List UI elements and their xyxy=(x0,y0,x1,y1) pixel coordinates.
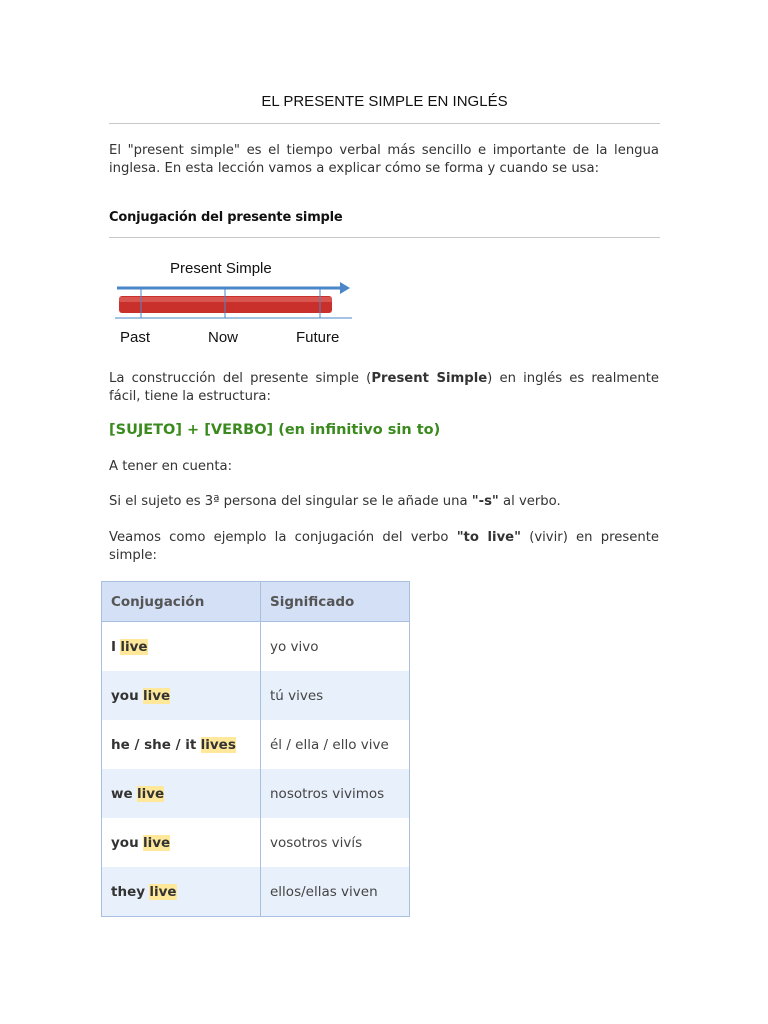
conjugation-cell xyxy=(102,818,261,867)
verb-highlight: live xyxy=(142,687,171,704)
rule-paragraph: Si el sujeto es 3ª persona del singular se le añade una "-s" al verbo. xyxy=(109,494,561,509)
table-row xyxy=(102,671,410,720)
conjugation-cell xyxy=(102,867,261,917)
meaning-cell: ellos/ellas viven xyxy=(261,867,410,917)
structure-formula: [SUJETO] + [VERBO] (en infinitivo sin to) xyxy=(109,422,441,438)
section-divider xyxy=(109,237,660,238)
pronoun: you xyxy=(111,687,139,704)
verb-highlight: live xyxy=(142,834,171,851)
label-now: Now xyxy=(208,329,239,346)
table-row xyxy=(102,622,410,672)
table-row xyxy=(102,720,410,769)
example-paragraph: Veamos como ejemplo la conjugación del verbo "to live" (vivir) en presente simple: xyxy=(109,530,659,563)
page-title: EL PRESENTE SIMPLE EN INGLÉS xyxy=(261,93,508,110)
construction-paragraph: La construcción del presente simple (Present Simple) en inglés es realmente fácil, tiene la estructura: xyxy=(109,371,659,404)
verb-highlight: live xyxy=(120,638,148,655)
meaning-cell: yo vivo xyxy=(261,622,410,672)
verb-highlight: lives xyxy=(200,736,236,753)
label-past: Past xyxy=(120,329,151,346)
meaning-cell: tú vives xyxy=(261,671,410,720)
pronoun: you xyxy=(111,834,139,851)
timeline-arrowhead xyxy=(340,282,350,294)
table-header-row xyxy=(102,582,410,622)
table-row xyxy=(102,769,410,818)
conjugation-table xyxy=(101,581,410,917)
intro-paragraph: El "present simple" es el tiempo verbal más sencillo e importante de la lengua inglesa. En esta lección vamos a explicar cómo se forma y cuando se usa: xyxy=(109,143,659,176)
conjugation-cell xyxy=(102,671,261,720)
table-row xyxy=(102,818,410,867)
verb-highlight: live xyxy=(136,785,165,802)
timeline-title: Present Simple xyxy=(170,260,272,277)
conjugation-cell xyxy=(102,622,261,672)
note-paragraph: A tener en cuenta: xyxy=(109,459,233,474)
meaning-cell: nosotros vivimos xyxy=(261,769,410,818)
table-row xyxy=(102,867,410,917)
section-heading: Conjugación del presente simple xyxy=(109,210,343,225)
verb-highlight: live xyxy=(149,883,177,900)
present-simple-timeline xyxy=(112,254,362,354)
pronoun: he / she / it xyxy=(111,736,197,753)
pronoun: we xyxy=(111,785,133,802)
pronoun: they xyxy=(111,883,146,900)
label-future: Future xyxy=(296,329,340,346)
conjugation-cell xyxy=(102,769,261,818)
meaning-cell: vosotros vivís xyxy=(261,818,410,867)
title-divider xyxy=(109,123,660,124)
header-meaning: Significado xyxy=(261,582,410,622)
conjugation-cell xyxy=(102,720,261,769)
header-conjugation: Conjugación xyxy=(102,582,261,622)
pronoun: I xyxy=(111,638,117,655)
meaning-cell: él / ella / ello vive xyxy=(261,720,410,769)
